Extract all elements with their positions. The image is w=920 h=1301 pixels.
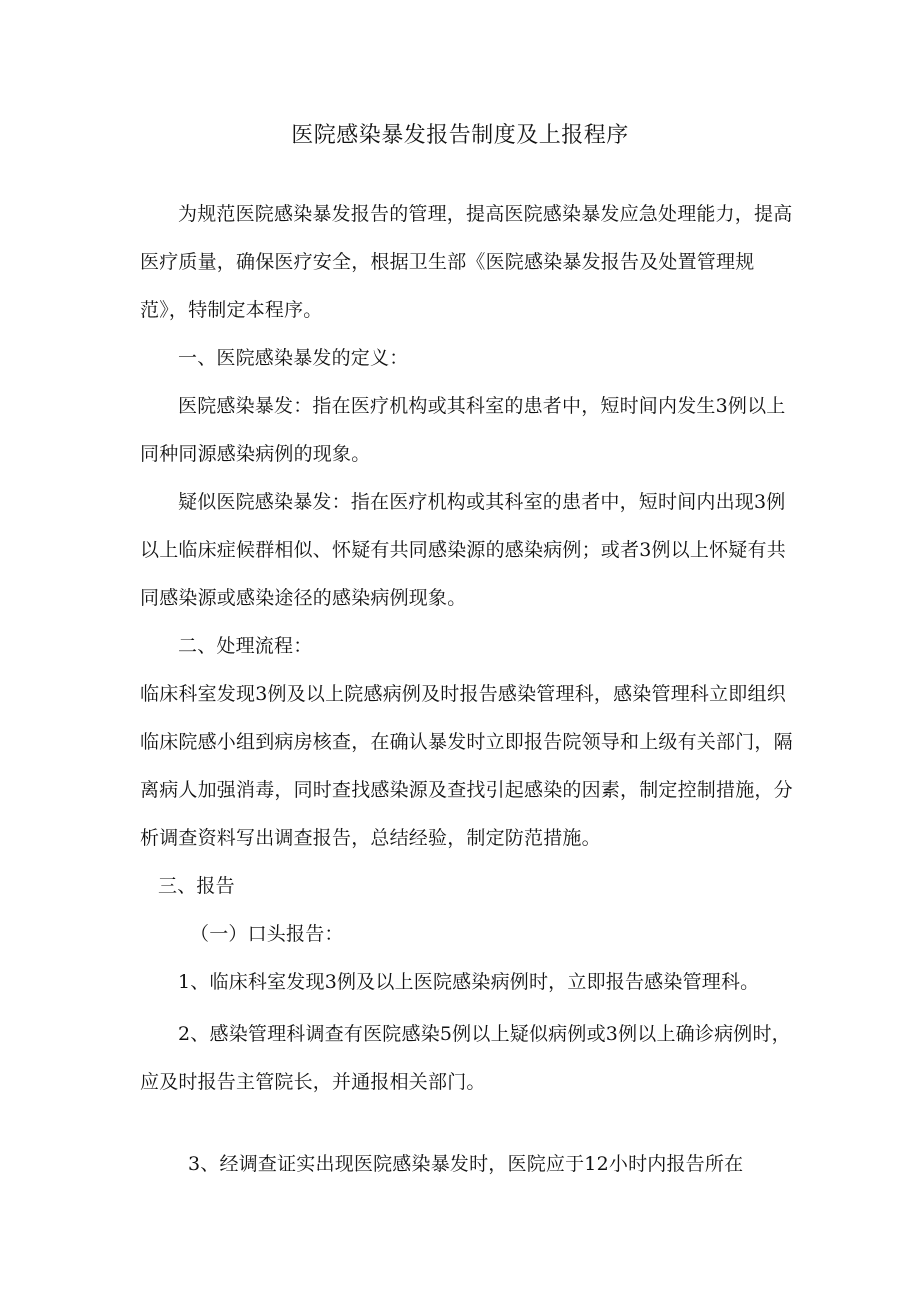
report-item-1: 1、临床科室发现3例及以上医院感染病例时，立即报告感染管理科。 [178, 971, 760, 993]
definition-outbreak-paragraph: 医院感染暴发：指在医疗机构或其科室的患者中，短时间内发生3例以上同种同源感染病例的现象。 [140, 395, 786, 465]
intro-paragraph: 为规范医院感染暴发报告的管理，提高医院感染暴发应急处理能力，提高医疗质量，确保医疗安全，根据卫生部《医院感染暴发报告及处置管理规范》，特制定本程序。 [140, 203, 793, 321]
subsection-oral-report-heading: （一）口头报告： [190, 923, 344, 945]
section-1-heading: 一、医院感染暴发的定义： [178, 347, 409, 369]
document-title: 医院感染暴发报告制度及上报程序 [291, 123, 629, 148]
report-item-2: 2、感染管理科调查有医院感染5例以上疑似病例或3例以上确诊病例时，应及时报告主管院长，并通报相关部门。 [140, 1023, 791, 1093]
report-item-3: 3、经调查证实出现医院感染暴发时，医院应于12小时内报告所在 [188, 1153, 744, 1175]
definition-suspected-paragraph: 疑似医院感染暴发：指在医疗机构或其科室的患者中，短时间内出现3例以上临床症候群相似、怀疑有共同感染源的感染病例；或者3例以上怀疑有共同感染源或感染途径的感染病例现象。 [140, 491, 786, 609]
process-paragraph: 临床科室发现3例及以上院感病例及时报告感染管理科，感染管理科立即组织临床院感小组到病房核查，在确认暴发时立即报告院领导和上级有关部门，隔离病人加强消毒，同时查找感染源及查找引起感染的因素，制定控制措施，分析调查资料写出调查报告，总结经验，制定防范措施。 [140, 683, 793, 849]
section-3-heading: 三、报告 [158, 875, 235, 897]
section-2-heading: 二、处理流程： [178, 635, 313, 657]
